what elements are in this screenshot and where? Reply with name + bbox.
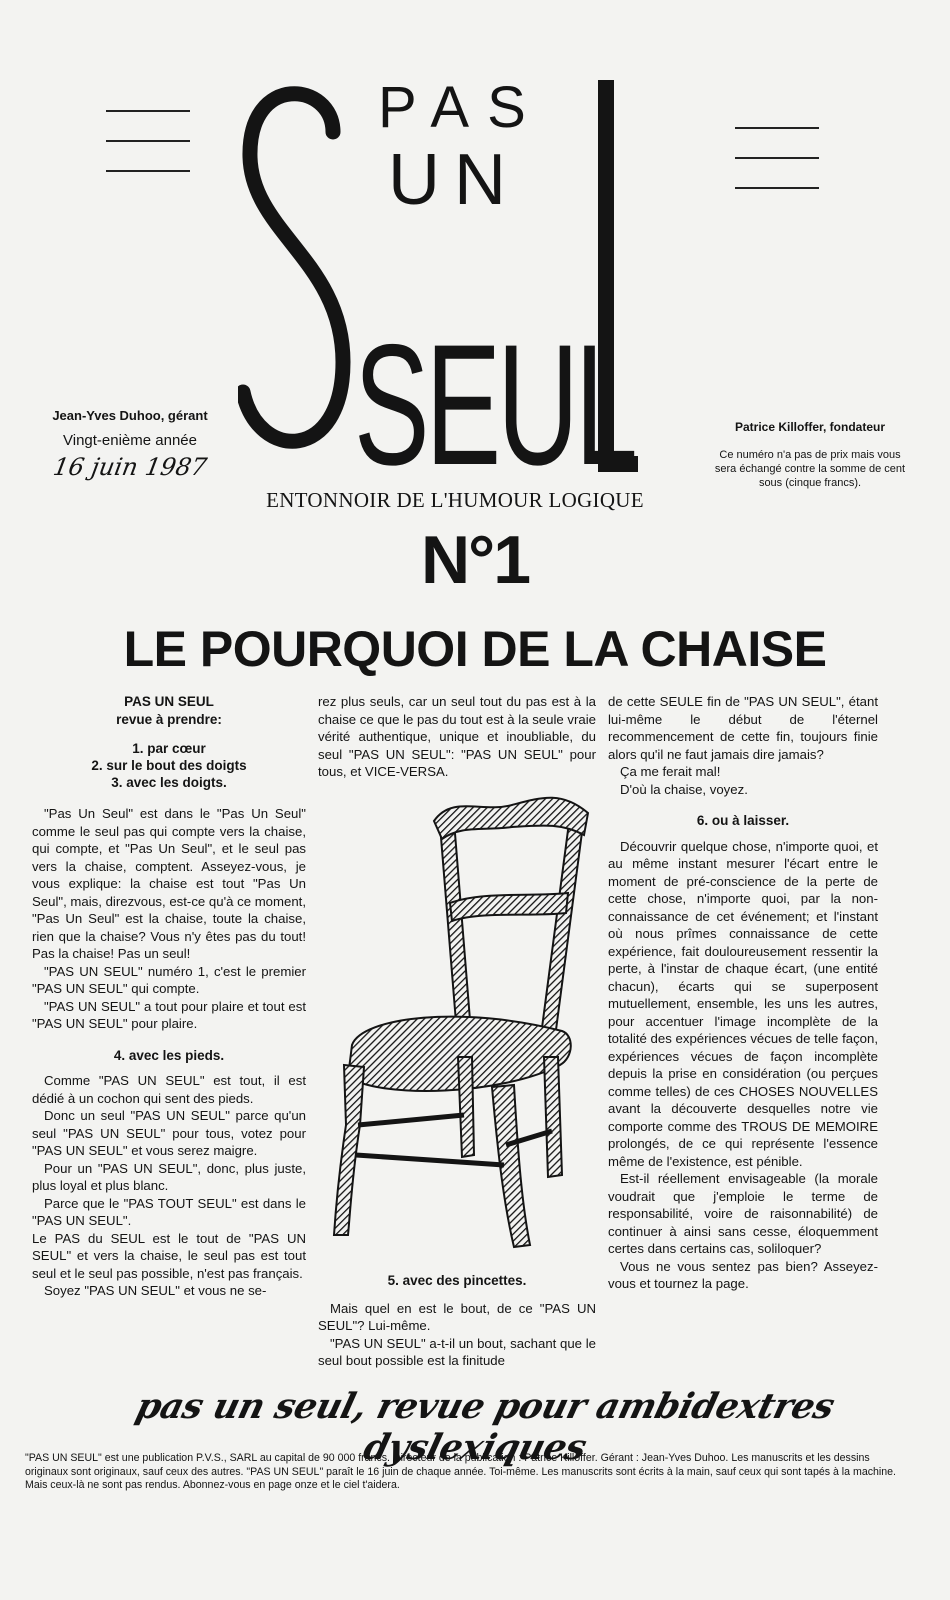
price-note: Ce numéro n'a pas de prix mais vous sera échangé contre la somme de cent sous (cinque francs). — [714, 449, 906, 489]
paragraph: Vous ne vous sentez pas bien? Asseyez-vous et tournez la page. — [608, 1258, 878, 1291]
intro-subtitle: revue à prendre: — [116, 711, 222, 727]
column-2-bottom — [318, 1272, 596, 1370]
paragraph: Donc un seul "PAS UN SEUL" parce qu'un seul "PAS UN SEUL" pour tous, votez pour "PAS UN SEUL" et vous serez maigre. — [32, 1108, 306, 1158]
paragraph: D'où la chaise, voyez. — [620, 781, 748, 797]
paragraph: Parce que le "PAS TOUT SEUL" est dans le "PAS UN SEUL". — [32, 1195, 306, 1228]
left-meta — [25, 408, 235, 481]
publication-footer: "PAS UN SEUL" est une publication P.V.S., SARL au capital de 90 000 francs. Directeur de la publication : Patrice Killoffer. Gérant : Jean-Yves Duhoo. Les manuscrits et les dessins originaux sont originaux, sauf ceux des autres. "PAS UN SEUL" paraît le 16 juin de chaque année. Toi-même. Les manuscrits sont écrits à la main, sauf ceux qui sont tapés à la machine. Mais ceux-là ne sont pas rendus. Abonnez-vous en page onze et le ciel t'aidera. — [25, 1452, 896, 1491]
paragraph: "PAS UN SEUL" numéro 1, c'est le premier "PAS UN SEUL" qui compte. — [32, 963, 306, 996]
section-heading: 4. avec les pieds. — [113, 1047, 225, 1063]
masthead-logo-graphic — [238, 62, 638, 492]
slogan: pas un seul, revue pour ambidextres dyslexiques — [131, 1386, 839, 1468]
column-1 — [32, 693, 306, 1300]
decorative-rules-right — [735, 127, 819, 217]
section-heading: 6. ou à laisser. — [696, 813, 790, 828]
intro-list — [32, 740, 306, 791]
column-3 — [608, 693, 878, 1293]
paragraph: "PAS UN SEUL" a tout pour plaire et tout est "PAS UN SEUL" pour plaire. — [32, 998, 306, 1031]
list-item: 3. avec les doigts. — [111, 775, 227, 790]
paragraph: Pour un "PAS UN SEUL", donc, plus juste, plus loyal et plus blanc. — [32, 1160, 306, 1193]
gerant-credit: Jean-Yves Duhoo, gérant — [52, 408, 208, 423]
paragraph: rez plus seuls, car un seul tout du pas est à la chaise ce que le pas du tout est à la seule vraie vérité authentique, unique et inoubliable, du seul "PAS UN SEUL": "PAS UN SEUL" pour tous, et VICE-VERSA. — [318, 694, 596, 779]
logo-un: UN — [388, 140, 520, 220]
issue-date: 16 juin 1987 — [51, 453, 209, 481]
paragraph: Le PAS du SEUL est le tout de "PAS UN SEUL" et vers la chaise, le seul pas est tout seul et le seul pas possible, n'est pas français. — [32, 1230, 306, 1281]
issue-number: N°1 — [420, 522, 530, 598]
paragraph: Mais quel en est le bout, de ce "PAS UN SEUL"? Lui-même. — [318, 1300, 596, 1333]
fondateur-credit: Patrice Killoffer, fondateur — [734, 420, 886, 434]
list-item: 2. sur le bout des doigts — [91, 758, 247, 773]
paragraph: de cette SEULE fin de "PAS UN SEUL", étant lui-même le début de l'éternel recommencement de cette fin, toujours finie alors qu'il ne faut jamais dire jamais? — [608, 694, 878, 762]
masthead-subtitle: ENTONNOIR DE L'HUMOUR LOGIQUE — [266, 488, 644, 512]
paragraph: "PAS UN SEUL" a-t-il un bout, sachant que le seul bout possible est la finitude — [318, 1335, 596, 1368]
masthead-logo — [238, 62, 638, 492]
list-item: 1. par cœur — [132, 741, 206, 756]
chair-illustration — [322, 795, 594, 1260]
section-heading: 5. avec des pincettes. — [387, 1273, 527, 1288]
page-headline: LE POURQUOI DE LA CHAISE — [123, 621, 827, 677]
column-2 — [318, 693, 596, 781]
paragraph: "Pas Un Seul" est dans le "Pas Un Seul" comme le seul pas qui compte vers la chaise, qui compte, et "Pas Un Seul", et le seul pas vers la chaise, comptent. Asseyez-vous, je vous explique: la chaise est tout "Pas Un Seul", mais, direzvous, est-ce qu'à ce moment, "Pas Un Seul" est la chaise, toute la chaise, rien que la chaise? Vous n'y êtes pas du tout! Pas la chaise! Pas un seul! — [32, 806, 306, 961]
paragraph: Comme "PAS UN SEUL" est tout, il est dédié à un cochon qui sent des pieds. — [32, 1073, 306, 1106]
paragraph: Soyez "PAS UN SEUL" et vous ne se- — [44, 1283, 267, 1298]
paragraph: Ça me ferait mal! — [620, 764, 721, 779]
intro-title: PAS UN SEUL — [124, 694, 214, 709]
paragraph: Est-il réellement envisageable (la morale voudrait que j'emploie le terme de responsabilité, voire de raisonnabilité) de continuer à ainsi sans cesse, éloquemment certes dans certains cas, soliloquer? — [608, 1171, 878, 1256]
logo-seul: SEUL — [354, 309, 635, 492]
right-meta — [700, 420, 920, 490]
chair-drawing — [322, 795, 594, 1260]
paragraph: Découvrir quelque chose, n'importe quoi, et au même instant mesurer l'écart entre le moment de pré-conscience de la perte de cette chose, n'importe quoi, par la non-connaissance de cet événement; et l'instant où nous prîmes connaissance de cette expérience, fait douloureusement ressentir la perte, à l'instar de chaque écart, (une entité chacun), écarts qui se superposent mutuellement, ensemble, les uns les autres, pour accentuer l'image incomplète de la totalité des expériences vécues de telle façon, expériences vécues de façon incomplète depuis la prise en considération (ou perçues comme telles) de ces CHOSES NOUVELLES avant la découverte desquelles notre vie comporte comme des TROUS DE MEMOIRE prolongés, de ce qui représente l'essence même de l'existence, est pénible. — [608, 838, 878, 1169]
logo-pas: PAS — [378, 75, 544, 140]
decorative-rules-left — [106, 110, 190, 200]
year-line: Vingt-enième année — [63, 432, 197, 449]
